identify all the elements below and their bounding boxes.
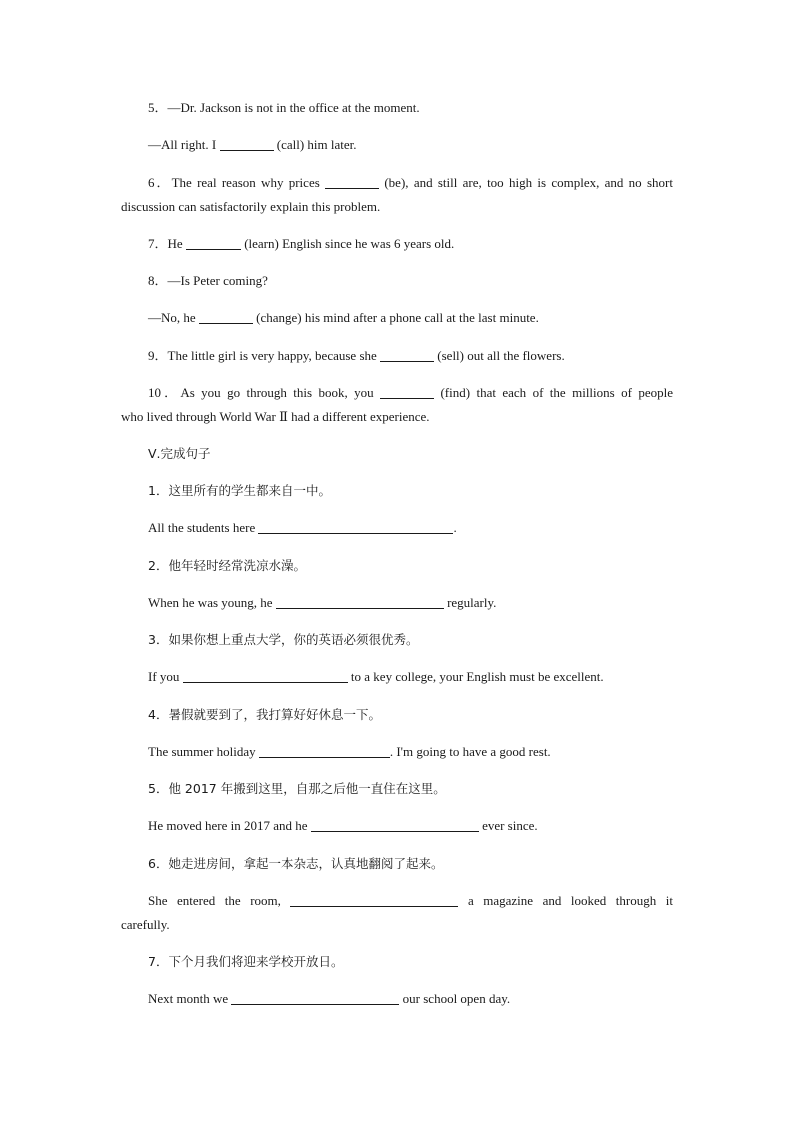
question-text: —Is Peter coming? (167, 273, 268, 288)
text-before-blank: —All right. I (148, 137, 220, 152)
question-number: 8． (148, 273, 168, 288)
question-8-prompt (121, 269, 673, 293)
question-5-prompt (121, 96, 673, 120)
question-6 (121, 171, 673, 195)
section-heading: Ⅴ.完成句子 (148, 446, 211, 461)
text-before-blank: He (167, 236, 186, 251)
text-before-blank: All the students here (148, 520, 259, 535)
answer-blank[interactable] (380, 384, 434, 399)
answer-blank[interactable] (199, 309, 253, 324)
text-before-blank: Next month we (148, 991, 232, 1006)
sentence-3-english (121, 665, 673, 689)
text-after-blank: to a key college, your English must be excellent. (347, 669, 604, 684)
question-number: 5． (148, 781, 169, 796)
question-number: 7． (148, 236, 168, 251)
chinese-sentence: 她走进房间，拿起一本杂志，认真地翻阅了起来。 (168, 856, 444, 871)
sentence-5-chinese (121, 777, 673, 801)
text-before-blank: As you go through this book, you (180, 385, 381, 400)
sentence-4-chinese (121, 703, 673, 727)
chinese-sentence: 如果你想上重点大学，你的英语必须很优秀。 (168, 632, 419, 647)
answer-blank[interactable] (258, 519, 453, 534)
text-after-blank: (be), and still are, too high is complex, and no short (379, 175, 673, 190)
answer-blank[interactable] (259, 743, 390, 758)
answer-blank[interactable] (231, 990, 399, 1005)
question-6-continuation: discussion can satisfactorily explain this problem. (121, 199, 381, 214)
chinese-sentence: 这里所有的学生都来自一中。 (168, 483, 331, 498)
sentence-2-chinese (121, 554, 673, 578)
text-after-blank: a magazine and looked through it (458, 893, 673, 908)
text-after-blank: (sell) out all the flowers. (434, 348, 565, 363)
question-number: 6． (148, 856, 169, 871)
question-10 (121, 381, 673, 405)
text-after-blank: our school open day. (399, 991, 511, 1006)
sentence-4-english (121, 740, 673, 764)
question-10-continuation: who lived through World War Ⅱ had a different experience. (121, 409, 430, 424)
text-before-blank: —No, he (148, 310, 199, 325)
text-after-blank: ever since. (478, 818, 538, 833)
answer-blank[interactable] (183, 668, 348, 683)
question-8-response (121, 306, 673, 330)
sentence-5-english (121, 814, 673, 838)
answer-blank[interactable] (186, 235, 241, 250)
question-text: —Dr. Jackson is not in the office at the moment. (167, 100, 420, 115)
chinese-sentence: 下个月我们将迎来学校开放日。 (168, 954, 344, 969)
sentence-3-chinese (121, 628, 673, 652)
answer-blank[interactable] (380, 347, 434, 362)
sentence-6-chinese (121, 852, 673, 876)
text-before-blank: The real reason why prices (171, 175, 326, 190)
question-9 (121, 344, 673, 368)
text-after-blank: (call) him later. (273, 137, 357, 152)
answer-blank[interactable] (290, 892, 458, 907)
chinese-sentence: 他年轻时经常洗凉水澡。 (168, 558, 306, 573)
answer-blank[interactable] (311, 817, 479, 832)
sentence-1-chinese (121, 479, 673, 503)
answer-blank[interactable] (276, 594, 444, 609)
text-before-blank: She entered the room, (148, 893, 291, 908)
sentence-1-english (121, 516, 673, 540)
question-7 (121, 232, 673, 256)
question-number: 3． (148, 632, 169, 647)
question-number: 10． (148, 385, 181, 400)
text-after-blank: . I'm going to have a good rest. (389, 744, 551, 759)
question-number: 6． (148, 175, 172, 190)
text-after-blank: . (453, 520, 457, 535)
text-after-blank: regularly. (443, 595, 497, 610)
text-after-blank: (change) his mind after a phone call at the last minute. (252, 310, 539, 325)
chinese-sentence: 暑假就要到了，我打算好好休息一下。 (168, 707, 381, 722)
sentence-6-english (121, 889, 673, 913)
text-before-blank: When he was young, he (148, 595, 276, 610)
text-before-blank: He moved here in 2017 and he (148, 818, 311, 833)
text-after-blank: (find) that each of the millions of people (434, 385, 673, 400)
text-before-blank: If you (148, 669, 183, 684)
text-after-blank: (learn) English since he was 6 years old. (240, 236, 455, 251)
text-before-blank: The little girl is very happy, because she (167, 348, 381, 363)
text-before-blank: The summer holiday (148, 744, 259, 759)
question-number: 9． (148, 348, 168, 363)
sentence-7-chinese (121, 950, 673, 974)
question-number: 1． (148, 483, 169, 498)
answer-blank[interactable] (325, 174, 379, 189)
sentence-2-english (121, 591, 673, 615)
question-number: 5． (148, 100, 168, 115)
answer-blank[interactable] (220, 136, 274, 151)
sentence-6-continuation: carefully. (121, 917, 170, 932)
question-number: 4． (148, 707, 169, 722)
sentence-7-english (121, 987, 673, 1011)
chinese-sentence: 他 2017 年搬到这里，自那之后他一直住在这里。 (168, 781, 446, 796)
question-number: 2． (148, 558, 169, 573)
question-number: 7． (148, 954, 169, 969)
question-5-response (121, 133, 673, 157)
